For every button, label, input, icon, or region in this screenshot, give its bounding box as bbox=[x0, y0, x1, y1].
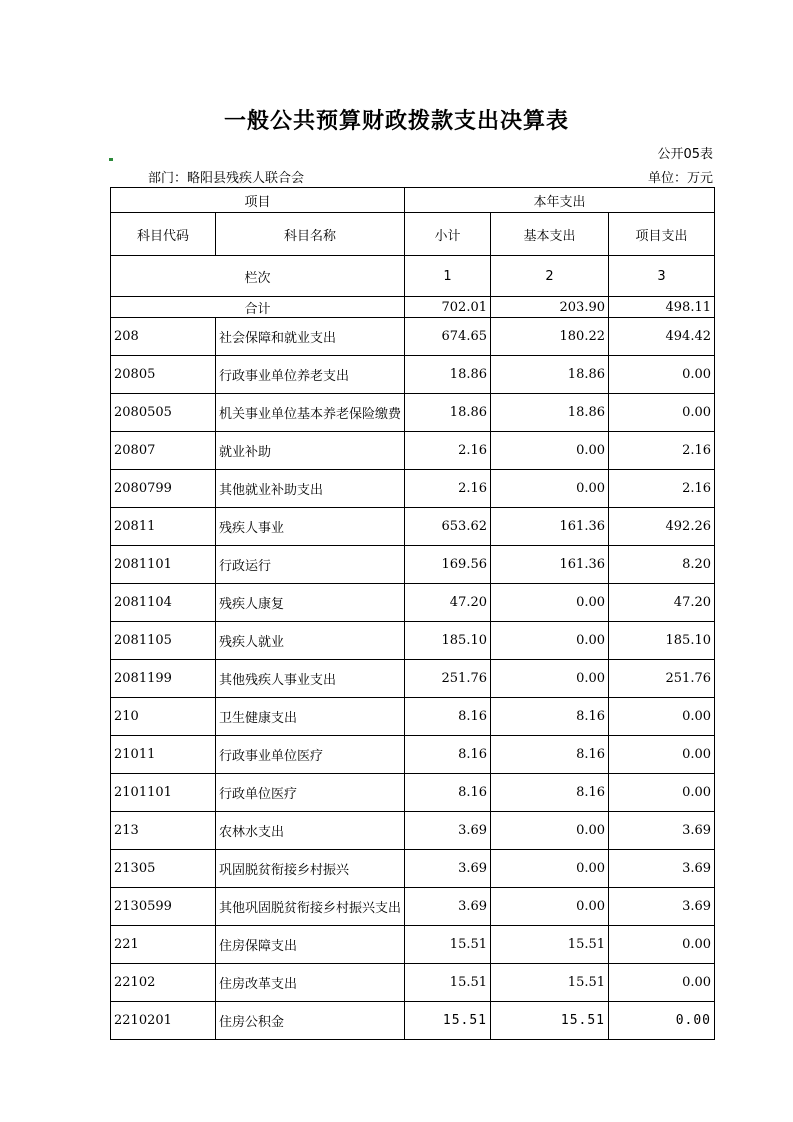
table-row bbox=[111, 926, 715, 964]
row-basic: 0.00 bbox=[491, 888, 609, 926]
row-basic: 15.51 bbox=[491, 1002, 609, 1040]
row-name: 住房公积金 bbox=[216, 1002, 405, 1040]
row-project: 492.26 bbox=[609, 508, 715, 546]
row-basic: 0.00 bbox=[491, 812, 609, 850]
row-basic: 0.00 bbox=[491, 660, 609, 698]
row-name: 其他就业补助支出 bbox=[216, 470, 405, 508]
row-project: 3.69 bbox=[609, 850, 715, 888]
row-basic: 18.86 bbox=[491, 356, 609, 394]
row-basic: 180.22 bbox=[491, 318, 609, 356]
row-name: 残疾人就业 bbox=[216, 622, 405, 660]
row-code: 2081101 bbox=[111, 546, 216, 584]
header-current-year: 本年支出 bbox=[405, 188, 715, 213]
row-name: 其他残疾人事业支出 bbox=[216, 660, 405, 698]
row-project: 0.00 bbox=[609, 774, 715, 812]
table-row bbox=[111, 698, 715, 736]
total-label: 合计 bbox=[111, 297, 405, 318]
table-row bbox=[111, 394, 715, 432]
table-row bbox=[111, 356, 715, 394]
row-project: 0.00 bbox=[609, 394, 715, 432]
table-row bbox=[111, 888, 715, 926]
row-name: 社会保障和就业支出 bbox=[216, 318, 405, 356]
header-name: 科目名称 bbox=[216, 213, 405, 256]
table-row bbox=[111, 1002, 715, 1040]
row-basic: 8.16 bbox=[491, 774, 609, 812]
row-code: 2081199 bbox=[111, 660, 216, 698]
row-subtotal: 18.86 bbox=[405, 394, 491, 432]
row-project: 2.16 bbox=[609, 432, 715, 470]
row-code: 208 bbox=[111, 318, 216, 356]
row-name: 其他巩固脱贫衔接乡村振兴支出 bbox=[216, 888, 405, 926]
total-project: 498.11 bbox=[609, 297, 715, 318]
row-project: 8.20 bbox=[609, 546, 715, 584]
table-row bbox=[111, 774, 715, 812]
row-name: 行政单位医疗 bbox=[216, 774, 405, 812]
row-code: 2081105 bbox=[111, 622, 216, 660]
table-row bbox=[111, 318, 715, 356]
row-basic: 0.00 bbox=[491, 584, 609, 622]
column-index-1: 1 bbox=[405, 256, 491, 297]
table-row bbox=[111, 622, 715, 660]
row-code: 21305 bbox=[111, 850, 216, 888]
row-name: 行政事业单位养老支出 bbox=[216, 356, 405, 394]
row-subtotal: 15.51 bbox=[405, 964, 491, 1002]
row-name: 行政事业单位医疗 bbox=[216, 736, 405, 774]
row-subtotal: 2.16 bbox=[405, 432, 491, 470]
row-code: 221 bbox=[111, 926, 216, 964]
row-subtotal: 47.20 bbox=[405, 584, 491, 622]
row-subtotal: 15.51 bbox=[405, 926, 491, 964]
cell-marker bbox=[109, 158, 113, 161]
header-basic: 基本支出 bbox=[491, 213, 609, 256]
row-code: 20805 bbox=[111, 356, 216, 394]
row-project: 0.00 bbox=[609, 964, 715, 1002]
row-project: 251.76 bbox=[609, 660, 715, 698]
row-subtotal: 674.65 bbox=[405, 318, 491, 356]
row-project: 0.00 bbox=[609, 926, 715, 964]
total-subtotal: 702.01 bbox=[405, 297, 491, 318]
table-row bbox=[111, 584, 715, 622]
row-subtotal: 8.16 bbox=[405, 774, 491, 812]
table-row bbox=[111, 432, 715, 470]
table-row bbox=[111, 470, 715, 508]
row-name: 住房保障支出 bbox=[216, 926, 405, 964]
row-basic: 0.00 bbox=[491, 622, 609, 660]
row-subtotal: 2.16 bbox=[405, 470, 491, 508]
row-subtotal: 169.56 bbox=[405, 546, 491, 584]
expenditure-table bbox=[110, 187, 715, 1040]
row-basic: 0.00 bbox=[491, 850, 609, 888]
table-row bbox=[111, 546, 715, 584]
header-row-2 bbox=[111, 213, 715, 256]
row-code: 20807 bbox=[111, 432, 216, 470]
total-row bbox=[111, 297, 715, 318]
column-index-3: 3 bbox=[609, 256, 715, 297]
header-item: 项目 bbox=[111, 188, 405, 213]
column-index-row bbox=[111, 256, 715, 297]
row-code: 210 bbox=[111, 698, 216, 736]
table-row bbox=[111, 660, 715, 698]
row-name: 农林水支出 bbox=[216, 812, 405, 850]
row-project: 2.16 bbox=[609, 470, 715, 508]
row-code: 2080799 bbox=[111, 470, 216, 508]
row-basic: 18.86 bbox=[491, 394, 609, 432]
row-code: 20811 bbox=[111, 508, 216, 546]
row-project: 3.69 bbox=[609, 888, 715, 926]
row-name: 就业补助 bbox=[216, 432, 405, 470]
row-name: 巩固脱贫衔接乡村振兴 bbox=[216, 850, 405, 888]
row-name: 行政运行 bbox=[216, 546, 405, 584]
row-code: 21011 bbox=[111, 736, 216, 774]
row-project: 3.69 bbox=[609, 812, 715, 850]
row-basic: 8.16 bbox=[491, 736, 609, 774]
department-label: 部门： bbox=[148, 171, 188, 186]
row-name: 机关事业单位基本养老保险缴费 bbox=[216, 394, 405, 432]
row-code: 213 bbox=[111, 812, 216, 850]
row-project: 0.00 bbox=[609, 736, 715, 774]
row-subtotal: 3.69 bbox=[405, 850, 491, 888]
department bbox=[148, 167, 304, 186]
row-project: 494.42 bbox=[609, 318, 715, 356]
table-row bbox=[111, 850, 715, 888]
row-subtotal: 8.16 bbox=[405, 736, 491, 774]
row-code: 2101101 bbox=[111, 774, 216, 812]
row-subtotal: 185.10 bbox=[405, 622, 491, 660]
column-index-2: 2 bbox=[491, 256, 609, 297]
table-number: 公开05表 bbox=[657, 147, 713, 162]
department-name: 略阳县残疾人联合会 bbox=[187, 171, 305, 186]
row-subtotal: 8.16 bbox=[405, 698, 491, 736]
row-name: 残疾人事业 bbox=[216, 508, 405, 546]
row-project: 0.00 bbox=[609, 356, 715, 394]
row-project: 47.20 bbox=[609, 584, 715, 622]
row-project: 0.00 bbox=[609, 1002, 715, 1040]
unit-label: 单位：万元 bbox=[647, 171, 713, 186]
row-project: 0.00 bbox=[609, 698, 715, 736]
row-name: 残疾人康复 bbox=[216, 584, 405, 622]
row-code: 2080505 bbox=[111, 394, 216, 432]
row-basic: 0.00 bbox=[491, 470, 609, 508]
row-subtotal: 15.51 bbox=[405, 1002, 491, 1040]
table-row bbox=[111, 964, 715, 1002]
table-row bbox=[111, 812, 715, 850]
table-row bbox=[111, 736, 715, 774]
page-title: 一般公共预算财政拨款支出决算表 bbox=[223, 109, 569, 134]
table-row bbox=[111, 508, 715, 546]
row-basic: 0.00 bbox=[491, 432, 609, 470]
row-code: 2210201 bbox=[111, 1002, 216, 1040]
row-subtotal: 3.69 bbox=[405, 888, 491, 926]
header-row-1 bbox=[111, 188, 715, 213]
row-code: 2130599 bbox=[111, 888, 216, 926]
row-project: 185.10 bbox=[609, 622, 715, 660]
total-basic: 203.90 bbox=[491, 297, 609, 318]
column-index-label: 栏次 bbox=[111, 256, 405, 297]
row-subtotal: 653.62 bbox=[405, 508, 491, 546]
row-code: 22102 bbox=[111, 964, 216, 1002]
header-subtotal: 小计 bbox=[405, 213, 491, 256]
row-basic: 15.51 bbox=[491, 926, 609, 964]
row-name: 住房改革支出 bbox=[216, 964, 405, 1002]
row-subtotal: 18.86 bbox=[405, 356, 491, 394]
header-project: 项目支出 bbox=[609, 213, 715, 256]
row-name: 卫生健康支出 bbox=[216, 698, 405, 736]
row-basic: 15.51 bbox=[491, 964, 609, 1002]
row-subtotal: 251.76 bbox=[405, 660, 491, 698]
row-basic: 161.36 bbox=[491, 546, 609, 584]
row-subtotal: 3.69 bbox=[405, 812, 491, 850]
header-code: 科目代码 bbox=[111, 213, 216, 256]
row-basic: 161.36 bbox=[491, 508, 609, 546]
row-code: 2081104 bbox=[111, 584, 216, 622]
row-basic: 8.16 bbox=[491, 698, 609, 736]
